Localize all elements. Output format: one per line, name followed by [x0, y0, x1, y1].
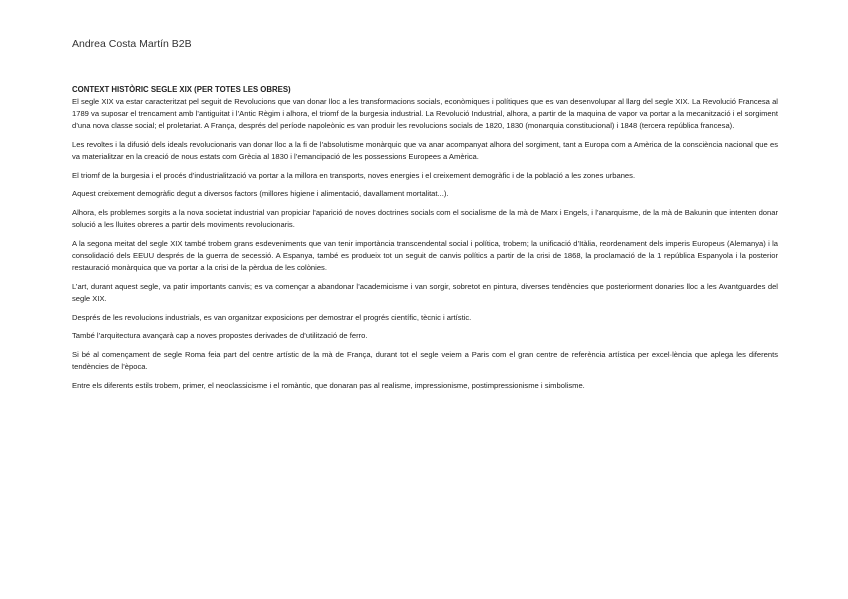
document-body	[72, 84, 778, 398]
paragraph-7: L’art, durant aquest segle, va patir importants canvis; es va començar a abandonar l’academicisme i van sorgir, sobretot en pintura, diverses tendències que posteriorment donaries lloc a les Avantguardes del segle XIX.	[72, 281, 778, 303]
paragraph-3: El triomf de la burgesia i el procés d’industrialització va portar a la millora en transports, noves energies i el creixement demogràfic i de la població a les zones urbanes.	[72, 170, 636, 180]
paragraph-4: Aquest creixement demogràfic degut a diversos factors (millores higiene i alimentació, davallament mortalitat...).	[72, 189, 449, 199]
author-header: Andrea Costa Martín B2B	[72, 38, 192, 50]
paragraph-8: Després de les revolucions industrials, es van organitzar exposicions per demostrar el progrés científic, tècnic i artístic.	[72, 312, 472, 322]
paragraph-10: Si bé al començament de segle Roma feia part del centre artístic de la mà de França, durant tot el segle veiem a Paris com el gran centre de referència artística per excel·lència que aplega les diferents tendències de l’època.	[72, 349, 778, 371]
paragraph-2: Les revoltes i la difusió dels ideals revolucionaris van donar lloc a la fi de l’absolutisme monàrquic que va anar acompanyat alhora del sorgiment, tant a Europa com a Amèrica de la consciència nacional que es va materialitzar en la creació de nous estats com Grècia al 1830 i l’emancipació de les possessions Europees a Amèrica.	[72, 140, 778, 162]
section-heading: CONTEXT HISTÒRIC SEGLE XIX (PER TOTES LES OBRES)	[72, 85, 291, 94]
paragraph-5: Alhora, els problemes sorgits a la nova societat industrial van propiciar l’aparició de noves doctrines socials com el socialisme de la mà de Marx i Engels, i l’anarquisme, de la mà de Bakunin que intenten donar solució a les lluites obreres a partir dels moviments revolucionaris.	[72, 207, 778, 230]
paragraph-1: El segle XIX va estar caracteritzat pel seguit de Revolucions que van donar lloc a les transformacions socials, econòmiques i polítiques que es van desenvolupar al llarg del segle XIX. La Revolució Francesa al 1789 va suposar el trencament amb l’antiguitat i l’Antic Règim i alhora, el triomf de la burgesia industrial. La Revolució Industrial, alhora, a partir de la maquina de vapor va portar a la mecanització i el sorgiment d’una nova classe social; el proletariat. A França, després del període napoleònic es van produir les revolucions socials de 1820, 1830 (monarquia constitucional) i 1848 (tercera república francesa).	[72, 97, 778, 131]
paragraph-11: Entre els diferents estils trobem, primer, el neoclassicisme i el romàntic, que donaran pas al realisme, impressionisme, postimpressionisme i simbolisme.	[72, 380, 585, 390]
paragraph-6: A la segona meitat del segle XIX també trobem grans esdeveniments que van tenir importància transcendental social i política, trobem; la unificació d’Itàlia, reordenament dels imperis Europeus (Alemanya) i la consolidació dels EEUU després de la guerra de secessió. A Espanya, també es produeix tot un seguit de canvis polítics a partir de la crisi de 1868, la proclamació de la 1 república Espanyola i la posterior restauració monàrquica que va portar a la crisi de la pèrdua de les colònies.	[72, 238, 778, 273]
paragraph-9: També l’arquitectura avançarà cap a noves propostes derivades de d’utilització de ferro.	[72, 331, 368, 341]
